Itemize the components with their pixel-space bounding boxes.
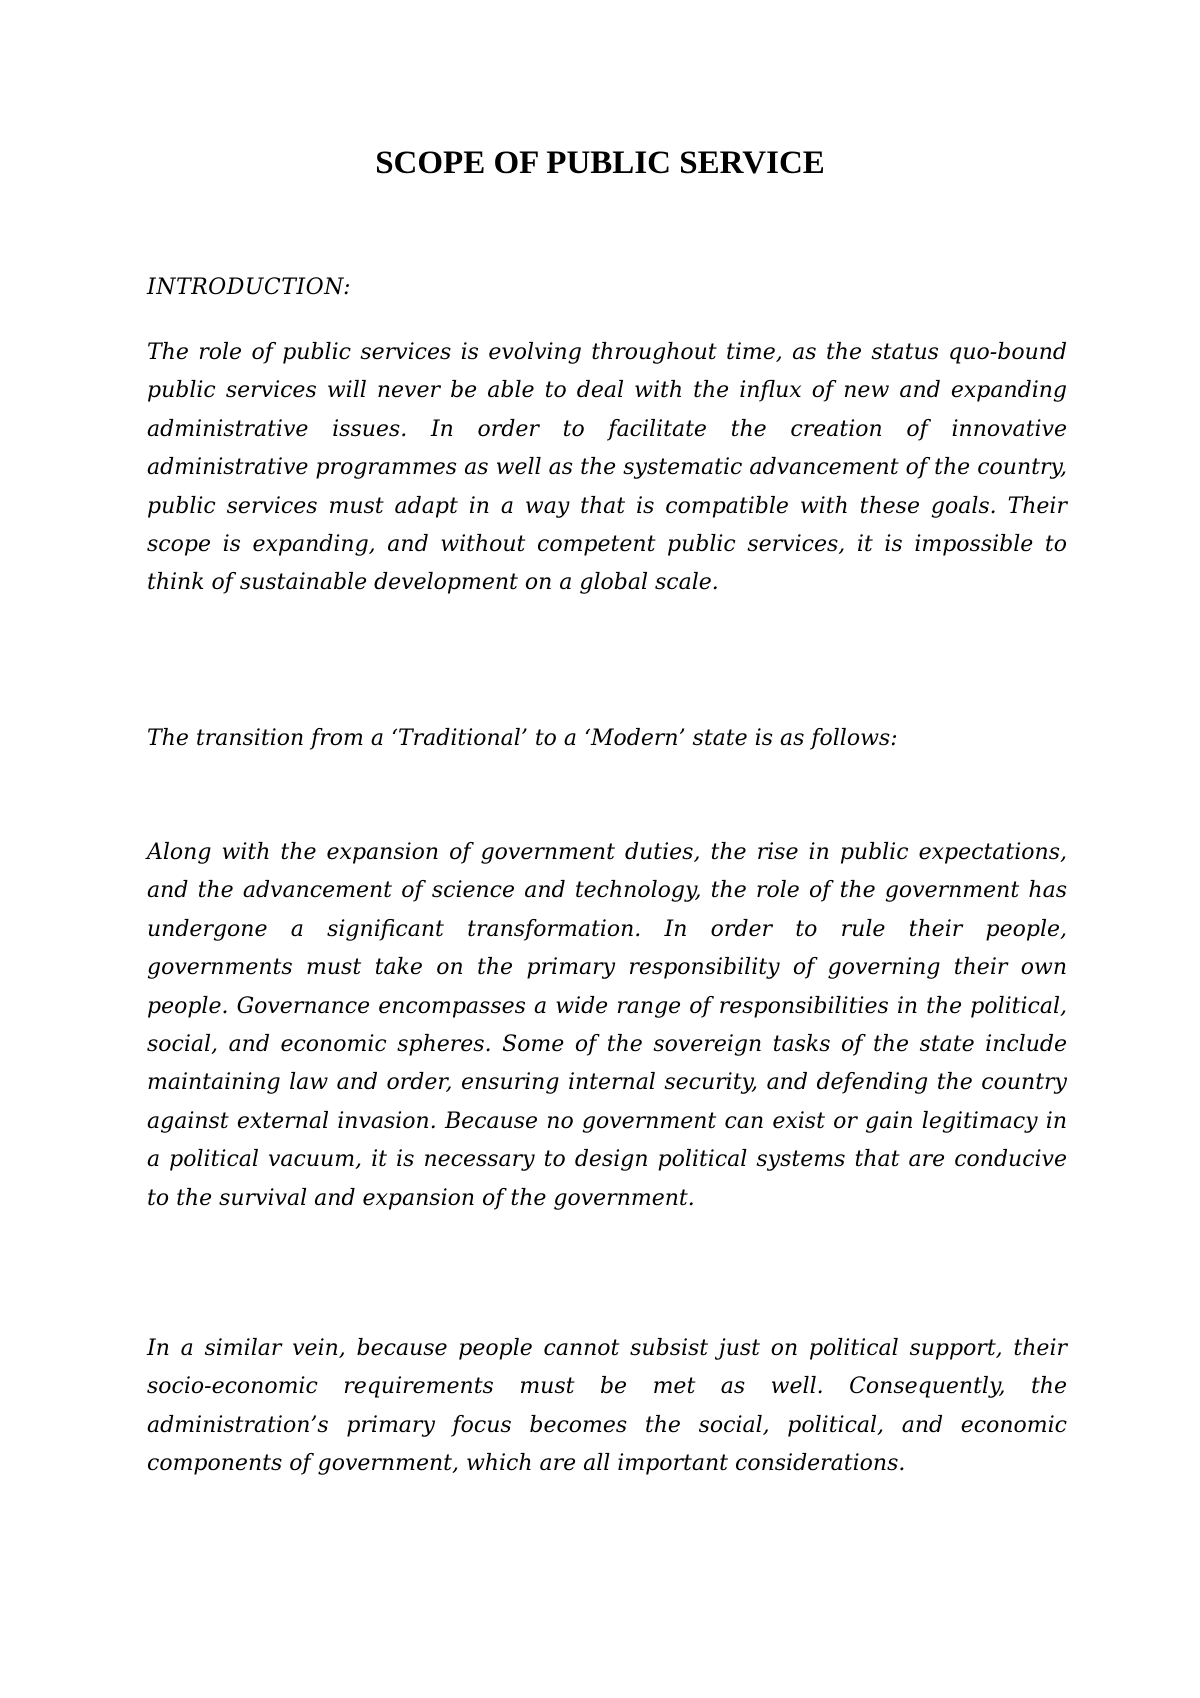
paragraph-introduction: The role of public services is evolving throughout time, as the status quo-bound public services will never be able to deal with the influx of new and expanding administrative issues. In order to facilitate the creation of innovative administrative programmes as well as the systematic advancement of the country, public services must adapt in a way that is compatible with these goals. Their scope is expanding, and without competent public services, it is impossible to think of sustainable development on a global scale.: [147, 340, 1067, 596]
document-title: SCOPE OF PUBLIC SERVICE: [375, 145, 825, 181]
paragraph-transition: The transition from a ‘Traditional’ to a ‘Modern’ state is as follows:: [147, 726, 898, 751]
paragraph-socio-economic: In a similar vein, because people cannot subsist just on political support, their socio-economic requirements must be met as well. Consequently, the administration’s primary focus becomes the social, political, and economic components of government, which are all important considerations.: [147, 1336, 1067, 1477]
introduction-heading: INTRODUCTION:: [147, 275, 352, 300]
paragraph-government-role: Along with the expansion of government duties, the rise in public expectations, and the advancement of science and technology, the role of the government has undergone a significant transformation. In order to rule their people, governments must take on the primary responsibility of governing their own people. Governance encompasses a wide range of responsibilities in the political, social, and economic spheres. Some of the sovereign tasks of the state include maintaining law and order, ensuring internal security, and defending the country against external invasion. Because no government can exist or gain legitimacy in a political vacuum, it is necessary to design political systems that are conducive to the survival and expansion of the government.: [147, 840, 1067, 1211]
